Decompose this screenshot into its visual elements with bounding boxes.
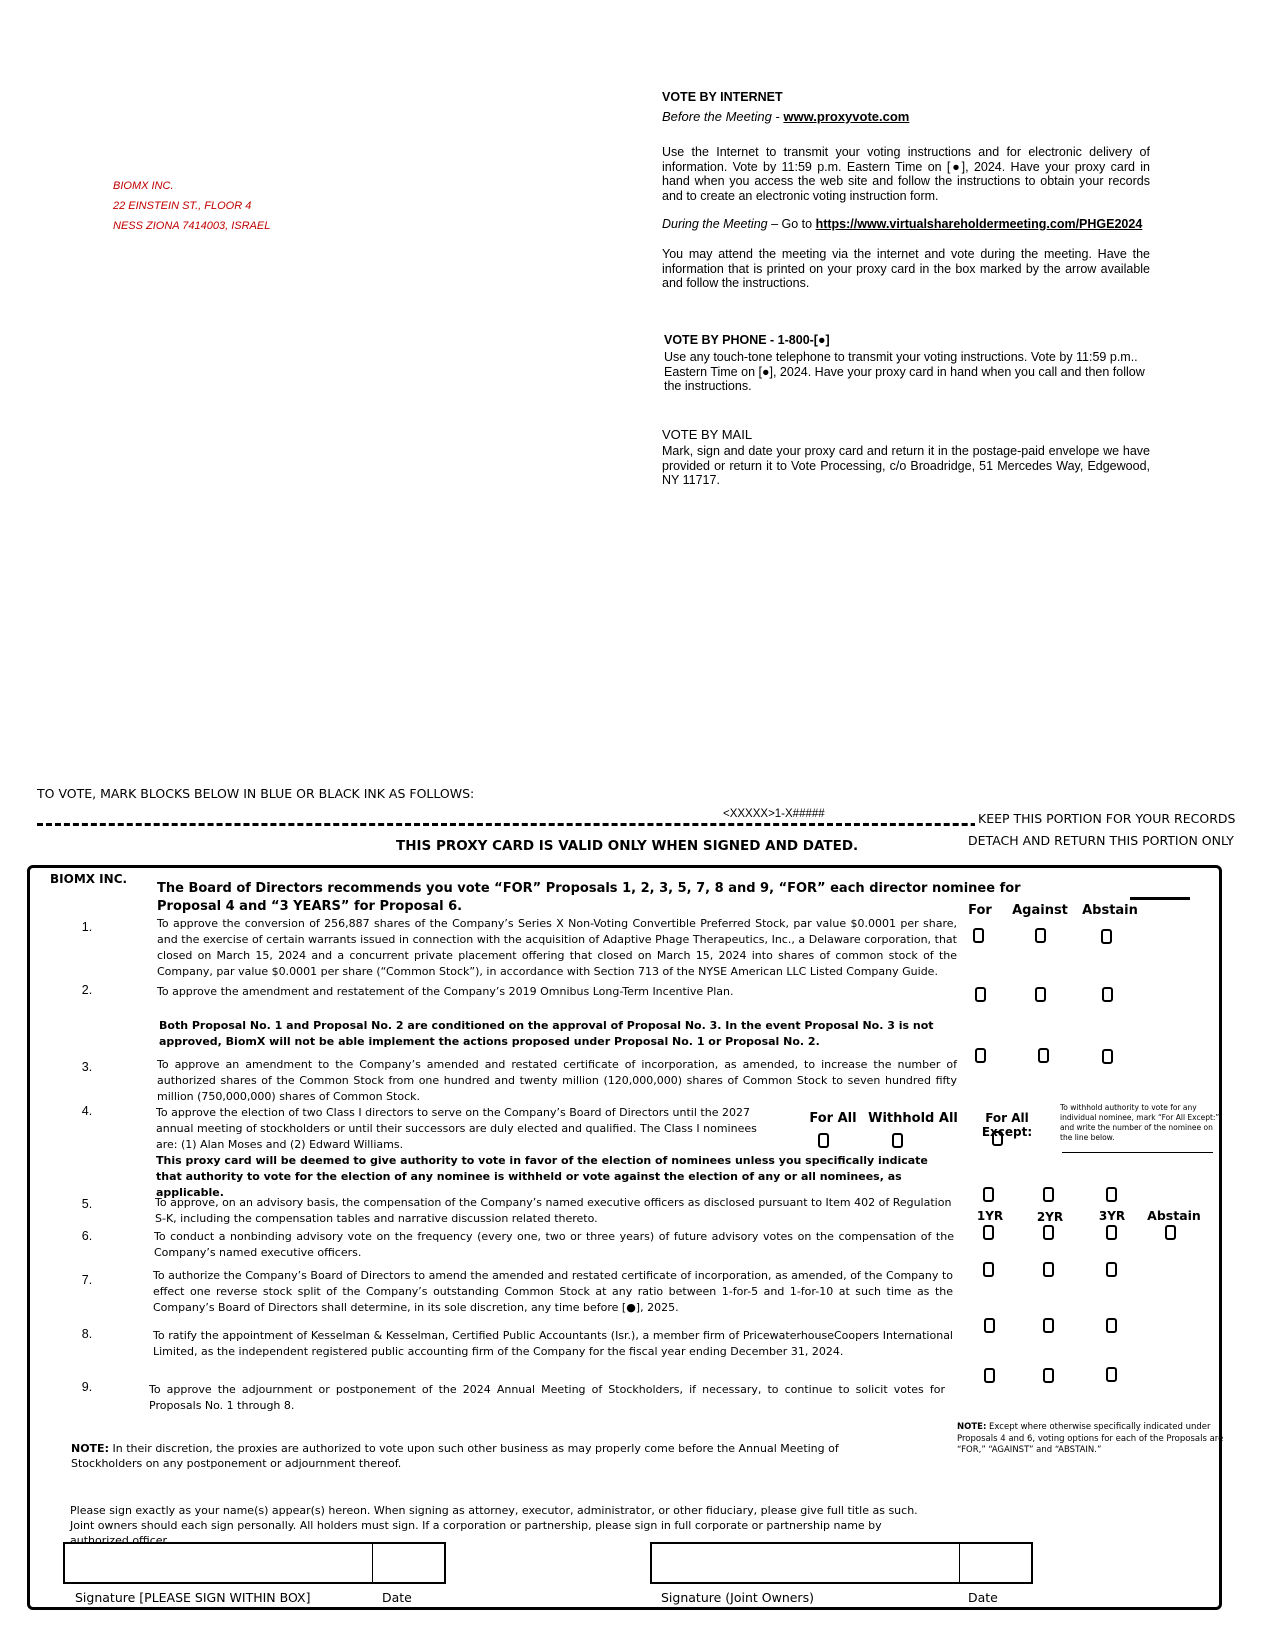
joint-date-label: Date xyxy=(968,1590,998,1605)
proposal-6-3yr-checkbox[interactable] xyxy=(1106,1225,1117,1240)
joint-date-box-divider xyxy=(959,1544,960,1582)
proposal-2-for-checkbox[interactable] xyxy=(975,987,986,1002)
address-line-1: BIOMX INC. xyxy=(113,180,174,192)
proposal-3-abstain-checkbox[interactable] xyxy=(1102,1049,1113,1064)
proposal-7-text: To authorize the Company’s Board of Directors to amend the amended and restated certificate of incorporation, as amended, of the Company to effect one reverse stock split of the Company’s outstanding Common Stock at any ratio between 1-for-5 and 1-for-10 at such time as the Company’s Board of Directors shall determine, in its sole discretion, any time before [●], 2025. xyxy=(153,1269,953,1314)
proxies-discretion-note xyxy=(71,1441,901,1471)
voting-options-note-text: Except where otherwise specifically indicated under Proposals 4 and 6, voting options for each of the Proposals are “FOR,” “AGAINST” and “ABSTAIN.” xyxy=(957,1422,1224,1455)
proposal-2-against-checkbox[interactable] xyxy=(1035,987,1046,1002)
proposal-7-abstain-checkbox[interactable] xyxy=(1106,1262,1117,1277)
phone-paragraph: Use any touch-tone telephone to transmit your voting instructions. Vote by 11:59 p.m.. Eastern Time on [●], 2024. Have your proxy card in hand when you call and then follow the instructions. xyxy=(664,350,1145,393)
proposal-6-number: 6. xyxy=(81,1229,93,1243)
nominee-write-in-line[interactable] xyxy=(1062,1152,1213,1153)
proposal-6-text: To conduct a nonbinding advisory vote on the frequency (every one, two or three years) of future advisory votes on the compensation of the Company’s named executive officers. xyxy=(154,1230,954,1259)
proposal-4-authority-note: This proxy card will be deemed to give authority to vote in favor of the election of nominees unless you specifically indicate that authority to vote for the election of any nominee is withheld or vote against the election of any or all nominees, as applicable. xyxy=(156,1154,928,1199)
proposal-7-against-checkbox[interactable] xyxy=(1043,1262,1054,1277)
proposal-1-for-checkbox[interactable] xyxy=(973,928,984,943)
proxies-note-text: In their discretion, the proxies are authorized to vote upon such other business as may properly come before the Annual Meeting of Stockholders on any postponement or adjournment thereof. xyxy=(71,1442,839,1470)
virtual-meeting-link[interactable]: https://www.virtualshareholdermeeting.com/PHGE2024 xyxy=(815,217,1143,231)
withhold-instructions: To withhold authority to vote for any individual nominee, mark “For All Except:” and write the number of the nominee on the line below. xyxy=(1060,1103,1220,1142)
ink-instructions: TO VOTE, MARK BLOCKS BELOW IN BLUE OR BLACK INK AS FOLLOWS: xyxy=(37,786,475,801)
internet-paragraph-2: You may attend the meeting via the internet and vote during the meeting. Have the information that is printed on your proxy card in the box marked by the arrow available and follow the instructions. xyxy=(662,247,1150,290)
signing-instructions: Please sign exactly as your name(s) appear(s) hereon. When signing as attorney, executor, administrator, or other fiduciary, please give full title as such. Joint owners should each sign personally. All holders must sign. If a corporation or partnership, please sign in full corporate or partnership name by authorized officer. xyxy=(70,1504,918,1547)
proxies-note-label: NOTE: xyxy=(71,1442,109,1455)
date-box-divider xyxy=(372,1544,373,1582)
proposal-6-1yr-checkbox[interactable] xyxy=(983,1225,994,1240)
control-code: <XXXXX>1-X##### xyxy=(723,808,825,820)
card-company-name: BIOMX INC. xyxy=(50,872,128,886)
proposal-6-2yr-checkbox[interactable] xyxy=(1043,1225,1054,1240)
recommendation-line-2: Proposal 4 and “3 YEARS” for Proposal 6. xyxy=(157,899,463,914)
proposal-2-number: 2. xyxy=(81,983,93,997)
proposal-5-number: 5. xyxy=(81,1197,93,1211)
col-withhold-all: Withhold All xyxy=(868,1111,958,1126)
col-2yr: 2YR xyxy=(1036,1210,1064,1224)
proposal-8-abstain-checkbox[interactable] xyxy=(1106,1318,1117,1333)
proposal-6-abstain-checkbox[interactable] xyxy=(1165,1225,1176,1240)
proposal-4-for-all-except-checkbox[interactable] xyxy=(992,1131,1003,1146)
recommendation-line-1: The Board of Directors recommends you vote “FOR” Proposals 1, 2, 3, 5, 7, 8 and 9, “FOR” each director nominee for xyxy=(157,881,1021,896)
proposal-4-text: To approve the election of two Class I directors to serve on the Company’s Board of Directors until the 2027 annual meeting of stockholders or until their successors are duly elected and qualified. The Class I nominees are: (1) Alan Moses and (2) Edward Williams. xyxy=(156,1106,757,1151)
proposal-3-against-checkbox[interactable] xyxy=(1038,1048,1049,1063)
during-meeting-sep: – Go to xyxy=(767,217,816,231)
valid-when-signed-label: THIS PROXY CARD IS VALID ONLY WHEN SIGNED AND DATED. xyxy=(396,838,859,854)
col-for: For xyxy=(968,903,992,918)
date-label: Date xyxy=(382,1590,412,1605)
conditional-note: Both Proposal No. 1 and Proposal No. 2 are conditioned on the approval of Proposal No. 3. In the event Proposal No. 3 is not approved, BiomX will not be able implement the actions proposed under Proposal No. 1 or Proposal No. 2. xyxy=(159,1019,934,1048)
proposal-2-text: To approve the amendment and restatement of the Company’s 2019 Omnibus Long-Term Incentive Plan. xyxy=(157,985,734,998)
joint-signature-box[interactable] xyxy=(650,1542,1033,1584)
joint-signature-label: Signature (Joint Owners) xyxy=(661,1590,814,1605)
vote-mail-heading: VOTE BY MAIL xyxy=(662,427,753,442)
mail-paragraph: Mark, sign and date your proxy card and return it in the postage-paid envelope we have provided or return it to Vote Processing, c/o Broadridge, 51 Mercedes Way, Edgewood, NY 11717. xyxy=(662,444,1150,487)
voting-options-note-label: NOTE: xyxy=(957,1422,987,1432)
proposal-5-for-checkbox[interactable] xyxy=(983,1187,994,1202)
proposal-7-for-checkbox[interactable] xyxy=(983,1262,994,1277)
proposal-5-text: To approve, on an advisory basis, the compensation of the Company’s named executive officers as disclosed pursuant to Item 402 of Regulation S-K, including the compensation tables and narrative discussion related thereto. xyxy=(155,1196,952,1225)
proposal-9-text: To approve the adjournment or postponement of the 2024 Annual Meeting of Stockholders, if necessary, to continue to solicit votes for Proposals No. 1 through 8. xyxy=(149,1383,945,1412)
proposal-5-abstain-checkbox[interactable] xyxy=(1106,1187,1117,1202)
proposal-1-against-checkbox[interactable] xyxy=(1035,928,1046,943)
proposal-9-against-checkbox[interactable] xyxy=(1043,1368,1054,1383)
vote-internet-heading: VOTE BY INTERNET xyxy=(662,90,783,104)
col-against: Against xyxy=(1012,903,1068,918)
proposal-5-against-checkbox[interactable] xyxy=(1043,1187,1054,1202)
signature-label: Signature [PLEASE SIGN WITHIN BOX] xyxy=(75,1590,311,1605)
mailing-address xyxy=(113,176,270,236)
proposal-9-abstain-checkbox[interactable] xyxy=(1106,1367,1117,1382)
proposal-1-text: To approve the conversion of 256,887 shares of the Company’s Series X Non-Voting Convertible Preferred Stock, par value $0.0001 per share, and the exercise of certain warrants issued in connection with the acquisition of Adaptive Phage Therapeutics, Inc., a Delaware corporation, that closed on March 15, 2024 and a concurrent private placement offering that closed on March 15, 2024 into shares of common stock of the Company, par value $0.0001 per share (“Common Stock”), in accordance with Section 713 of the NYSE American LLC Listed Company Guide. xyxy=(157,917,957,978)
proposal-8-text: To ratify the appointment of Kesselman & Kesselman, Certified Public Accountants (Isr.), a member firm of PricewaterhouseCoopers International Limited, as the independent registered public accounting firm of the Company for the fiscal year ending December 31, 2024. xyxy=(153,1329,953,1358)
proposal-7-number: 7. xyxy=(81,1273,93,1287)
proxyvote-link[interactable]: www.proxyvote.com xyxy=(783,109,910,124)
col-abstain-6: Abstain xyxy=(1147,1208,1201,1223)
proposal-9-for-checkbox[interactable] xyxy=(984,1368,995,1383)
col-for-all: For All xyxy=(809,1111,857,1126)
before-meeting-label: Before the Meeting xyxy=(662,109,772,124)
proposal-4-withhold-all-checkbox[interactable] xyxy=(892,1133,903,1148)
proposal-8-against-checkbox[interactable] xyxy=(1043,1318,1054,1333)
col-3yr: 3YR xyxy=(1098,1209,1126,1223)
internet-paragraph-1: Use the Internet to transmit your voting instructions and for electronic delivery of information. Vote by 11:59 p.m. Eastern Time on [●], 2024. Have your proxy card in hand when you access the web site and follow the instructions to obtain your records and to create an electronic voting instruction form. xyxy=(662,145,1150,203)
signature-box[interactable] xyxy=(63,1542,446,1584)
board-recommendation xyxy=(157,880,1021,916)
detach-return-label: DETACH AND RETURN THIS PORTION ONLY xyxy=(968,833,1234,848)
proposal-1-number: 1. xyxy=(81,920,93,934)
proposal-2-abstain-checkbox[interactable] xyxy=(1102,987,1113,1002)
proposal-3-for-checkbox[interactable] xyxy=(975,1048,986,1063)
proposal-4-for-all-checkbox[interactable] xyxy=(818,1133,829,1148)
proposal-4-number: 4. xyxy=(81,1104,93,1118)
vote-phone-heading: VOTE BY PHONE - 1-800-[●] xyxy=(664,333,830,347)
during-meeting-label: During the Meeting xyxy=(662,217,768,231)
voting-options-note xyxy=(957,1422,1225,1457)
marker-bar xyxy=(1130,897,1190,900)
proposal-3-number: 3. xyxy=(81,1060,93,1074)
address-line-3: NESS ZIONA 7414003, ISRAEL xyxy=(113,220,271,232)
proposal-1-abstain-checkbox[interactable] xyxy=(1101,929,1112,944)
during-meeting-line xyxy=(662,217,1142,231)
proposal-9-number: 9. xyxy=(81,1380,93,1394)
col-for-all-except: For All Except: xyxy=(981,1111,1033,1139)
before-meeting-sep: - xyxy=(771,109,784,124)
col-1yr: 1YR xyxy=(976,1209,1004,1223)
before-meeting-line xyxy=(662,109,909,124)
address-line-2: 22 EINSTEIN ST., FLOOR 4 xyxy=(113,200,252,212)
proposal-8-number: 8. xyxy=(81,1327,93,1341)
col-abstain: Abstain xyxy=(1082,903,1138,918)
proposal-3-text: To approve an amendment to the Company’s amended and restated certificate of incorporation, as amended, to increase the number of authorized shares of the Common Stock from one hundred and twenty million (120,000,000) shares of Common Stock to seven hundred fifty million (750,000,000) shares of Common Stock. xyxy=(157,1058,957,1103)
keep-portion-label: KEEP THIS PORTION FOR YOUR RECORDS xyxy=(975,811,1238,826)
proposal-8-for-checkbox[interactable] xyxy=(984,1318,995,1333)
